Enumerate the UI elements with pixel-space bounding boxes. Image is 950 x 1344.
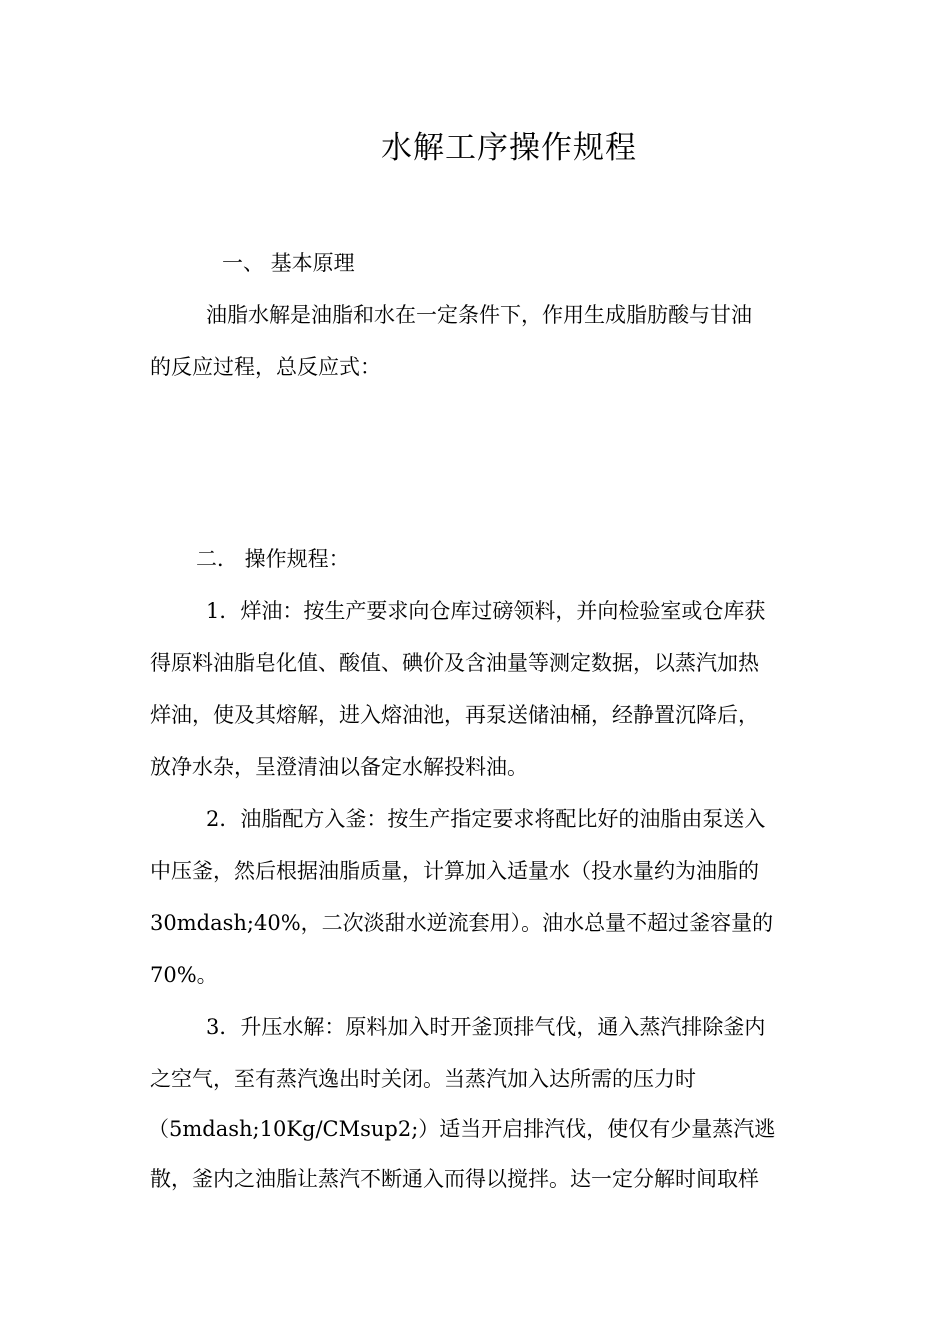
item2-line: 30mdash;40%，二次淡甜水逆流套用）。油水总量不超过釜容量的 bbox=[150, 911, 774, 935]
item1-line: 得原料油脂皂化值、酸值、碘价及含油量等测定数据，以蒸汽加热 bbox=[150, 651, 759, 675]
item3-line: （5mdash;10Kg/CMsup2;）适当开启排汽伐，使仅有少量蒸汽逃 bbox=[148, 1117, 776, 1141]
document-title: 水解工序操作规程 bbox=[381, 130, 637, 166]
section1-heading: 一、 基本原理 bbox=[222, 251, 355, 275]
item1-line: 1．烊油：按生产要求向仓库过磅领料，并向检验室或仓库获 bbox=[206, 599, 766, 623]
item1-line: 烊油，使及其熔解，进入熔油池，再泵送储油桶，经静置沉降后， bbox=[150, 703, 759, 727]
section2-heading: 二． 操作规程： bbox=[196, 547, 350, 571]
item3-line: 3．升压水解：原料加入时开釜顶排气伐，通入蒸汽排除釜内 bbox=[206, 1015, 766, 1039]
item3-line: 散，釜内之油脂让蒸汽不断通入而得以搅拌。达一定分解时间取样 bbox=[150, 1167, 759, 1191]
item3-line: 之空气，至有蒸汽逸出时关闭。当蒸汽加入达所需的压力时 bbox=[150, 1067, 696, 1091]
item2-line: 中压釜，然后根据油脂质量，计算加入适量水（投水量约为油脂的 bbox=[150, 859, 759, 883]
item1-line: 放净水杂，呈澄清油以备定水解投料油。 bbox=[150, 755, 528, 779]
item2-line: 2．油脂配方入釜：按生产指定要求将配比好的油脂由泵送入 bbox=[206, 807, 766, 831]
section1-para-line: 油脂水解是油脂和水在一定条件下，作用生成脂肪酸与甘油 bbox=[206, 303, 752, 327]
section1-para-line: 的反应过程，总反应式： bbox=[150, 355, 381, 379]
item2-line: 70%。 bbox=[150, 963, 218, 987]
